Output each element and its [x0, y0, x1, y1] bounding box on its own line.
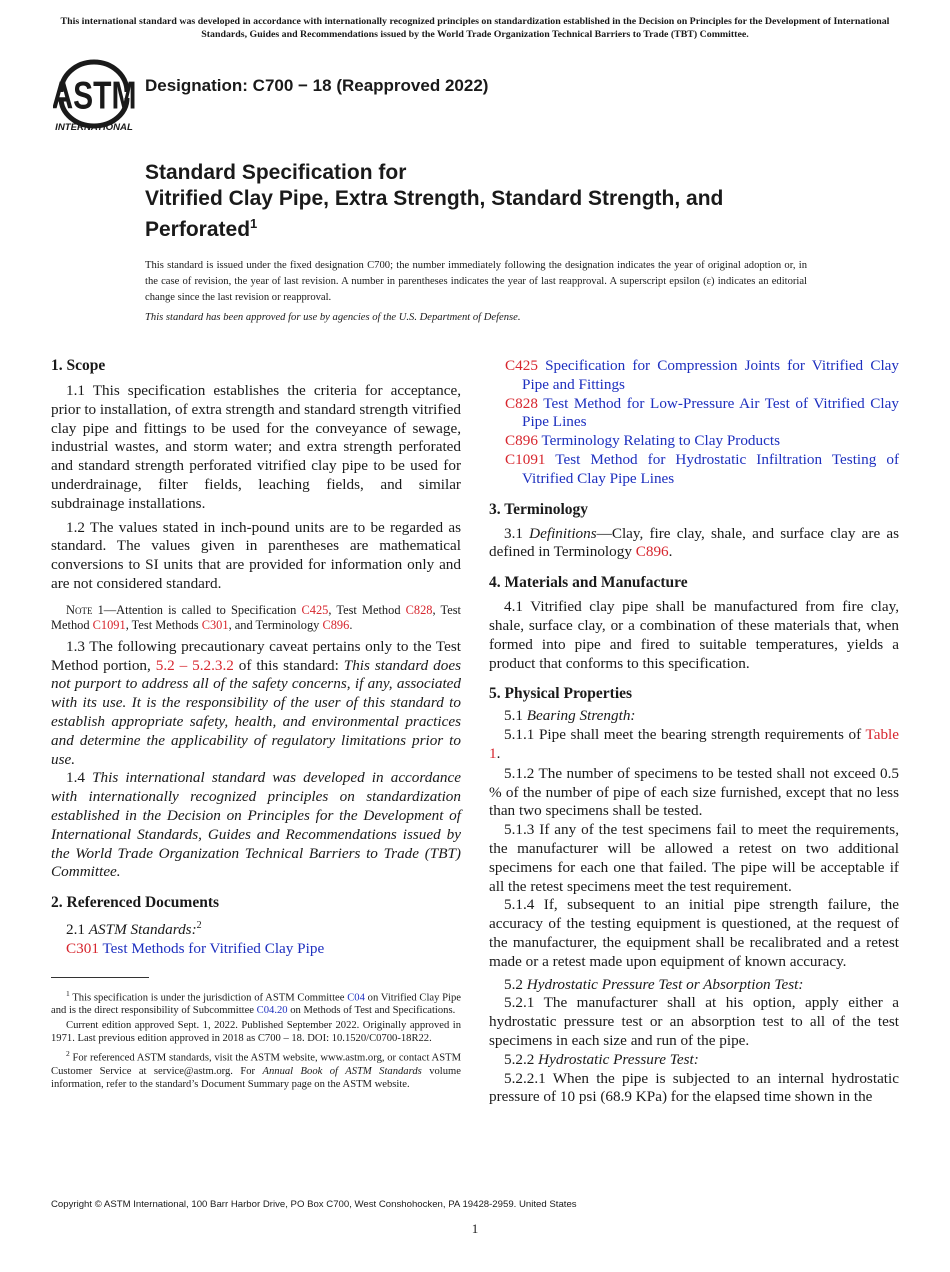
para-5-2-1: 5.2.1 The manufacturer shall at his option, apply either a hydrostatic pressure test or an absorption test to all of the test specimens in each size and run of the pipe. — [489, 994, 899, 1049]
right-column — [489, 357, 899, 1107]
note-1: Note 1—Attention is called to Specification C425, Test Method C828, Test Method C1091, Test Methods C301, and Terminology C896. — [51, 602, 461, 632]
astm-logo — [53, 54, 135, 134]
footnote-1: $^1$ This specification is under the jurisdiction of ASTM Committee C04 on Vitrified Clay Pipe and is the direct responsibility of Subcommittee C04.20 on Methods of Test and Specifications. — [51, 989, 461, 1017]
link-c04-20[interactable]: C04.20 — [256, 1005, 288, 1017]
issued-statement: This standard is issued under the fixed designation C700; the number immediately following the designation indicates the year of original adoption or, in the case of revision, the year of last revision. A number in parentheses indicates the year of last reapproval. A superscript epsilon (ε) indicates an editorial change since the last revision or reapproval. — [145, 260, 807, 303]
para-5-1-1: 5.1.1 Pipe shall meet the bearing strength requirements of Table 1. — [489, 726, 899, 762]
footnote-2: $^2$ For referenced ASTM standards, visit the ASTM website, www.astm.org, or contact ASTM Customer Service at service@astm.org. For Annual Book of ASTM Standards volume information, refer to the standard’s Document Summary page on the ASTM website. — [51, 1049, 461, 1090]
ref-item-c828[interactable]: C828 Test Method for Low-Pressure Air Test of Vitrified Clay Pipe Lines — [505, 394, 899, 431]
title-line-2: Vitrified Clay Pipe, Extra Strength, Standard Strength, and — [145, 186, 724, 210]
link-table-1[interactable]: Table 1 — [489, 726, 899, 762]
para-5-1: 5.1 Bearing Strength: — [504, 707, 636, 725]
designation: Designation: C700 − 18 (Reapproved 2022) — [145, 76, 489, 95]
link-c04[interactable]: C04 — [347, 992, 365, 1004]
para-3-1: 3.1 Definitions—Clay, fire clay, shale, and surface clay are as defined in Terminology C896. — [489, 524, 899, 561]
para-5-2-2: 5.2.2 Hydrostatic Pressure Test: — [504, 1050, 699, 1068]
link-5-2-range[interactable]: 5.2 – 5.2.3.2 — [155, 656, 234, 674]
section-3-heading: 3. Terminology — [489, 500, 589, 518]
document-title — [145, 160, 723, 243]
section-4-heading: 4. Materials and Manufacture — [489, 574, 688, 592]
para-4-1: 4.1 Vitrified clay pipe shall be manufactured from fire clay, shale, surface clay, or a combination of these materials that, when formed into pipe and fired to suitable temperatures, yields a product that conforms to this specification. — [489, 598, 899, 672]
footnotes — [51, 988, 461, 1091]
footnote-divider — [51, 977, 149, 978]
svg-text:ASTM: ASTM — [53, 74, 135, 118]
link-c896[interactable]: C896 — [322, 617, 350, 632]
section-5-heading: 5. Physical Properties — [489, 685, 633, 703]
para-1-3: 1.3 The following precautionary caveat pertains only to the Test Method portion, 5.2 – 5.2.3.2 of this standard: This standard does not purport to address all of the safety concerns, if any, associated with its use. It is the responsibility of the user of this standard to establish appropriate safety, health, and environmental practices and determine the applicability of regulatory limitations prior to use. — [51, 637, 462, 768]
footnote-2-ref[interactable]: 2 — [196, 920, 202, 932]
link-c425[interactable]: C425 — [301, 602, 329, 617]
page-number: 1 — [471, 1221, 479, 1236]
ref-item-c425[interactable]: C425 Specification for Compression Joints for Vitrified Clay Pipe and Fittings — [505, 357, 900, 393]
title-line-3: Perforated — [145, 218, 251, 241]
ref-item-c896[interactable]: C896 Terminology Relating to Clay Products — [505, 432, 780, 450]
para-5-1-2: 5.1.2 The number of specimens to be tested shall not exceed 0.5 % of the number of pipe of each size furnished, except that no less than two specimens shall be tested. — [489, 764, 899, 820]
header-notice: This international standard was developed in accordance with internationally recognized principles on standardization established in the Decision on Principles for the Development of International Standards, Guides and Recommendations issued by the World Trade Organization Technical Barriers to Trade (TBT) Committee. — [60, 16, 890, 40]
section-1-heading: 1. Scope — [51, 357, 106, 374]
link-c896-terminology[interactable]: C896 — [635, 543, 669, 561]
link-c828[interactable]: C828 — [405, 602, 433, 617]
referenced-list — [489, 357, 899, 489]
copyright-line: Copyright © ASTM International, 100 Barr Harbor Drive, PO Box C700, West Conshohocken, PA 19428-2959. United States — [51, 1199, 577, 1210]
left-column — [51, 357, 461, 959]
para-1-4: 1.4 This international standard was developed in accordance with internationally recognized principles on standardization established in the Decision on Principles for the Development of International Standards, Guides and Recommendations issued by the World Trade Organization Technical Barriers to Trade (TBT) Committee. — [51, 769, 462, 881]
para-5-2-2-1: 5.2.2.1 When the pipe is subjected to an internal hydrostatic pressure of 10 psi (68.9 KPa) for the elapsed time shown in the — [489, 1069, 899, 1106]
logo-text: INTERNATIONAL — [55, 122, 133, 133]
section-2-heading: 2. Referenced Documents — [51, 894, 220, 912]
para-5-2: 5.2 Hydrostatic Pressure Test or Absorption Test: — [504, 975, 804, 993]
link-c1091[interactable]: C1091 — [92, 617, 126, 632]
footnote-1-edition: Current edition approved Sept. 1, 2022. Published September 2022. Originally approved in 1971. Last previous edition approved in 2018 as C700 – 18. DOI: 10.1520/C0700-18R22. — [51, 1020, 461, 1045]
para-5-1-3: 5.1.3 If any of the test specimens fail to meet the requirements, the manufacturer will be allowed a retest on two additional specimens for each one that failed. The pipe will be acceptable if all the retest specimens meet the test requirement. — [489, 821, 899, 895]
dod-statement: This standard has been approved for use by agencies of the U.S. Department of Defense. — [145, 312, 521, 323]
para-2-1: 2.1 ASTM Standards:$^2$ — [66, 920, 202, 939]
link-c301[interactable]: C301 — [201, 617, 229, 632]
para-1-2: 1.2 The values stated in inch-pound units are to be regarded as standard. The values given in parentheses are mathematical conversions to SI units that are provided for information only and are not considered standard. — [51, 518, 461, 592]
ref-item-c301[interactable]: C301 Test Methods for Vitrified Clay Pipe — [66, 939, 325, 957]
para-1-1: 1.1 This specification establishes the criteria for acceptance, prior to installation, of extra strength and standard strength vitrified clay pipe and fittings to be used for the conveyance of sewage, industrial wastes, and storm water; and extra strength perforated and standard strength perforated vitrified clay pipe to be used for underdrainage, filter fields, leaching fields, and similar subdrainage installations. — [51, 382, 461, 512]
title-footnote-ref[interactable]: 1 — [250, 216, 258, 231]
ref-item-c1091[interactable]: C1091 Test Method for Hydrostatic Infiltration Testing of Vitrified Clay Pipe Lines — [505, 450, 900, 487]
para-5-1-4: 5.1.4 If, subsequent to an initial pipe strength failure, the accuracy of the testing equipment is questioned, at the request of the manufacturer, the equipment shall be recalibrated and a retest made or a retest made upon equipment of known accuracy. — [489, 896, 899, 970]
title-line-1: Standard Specification for — [145, 161, 407, 184]
